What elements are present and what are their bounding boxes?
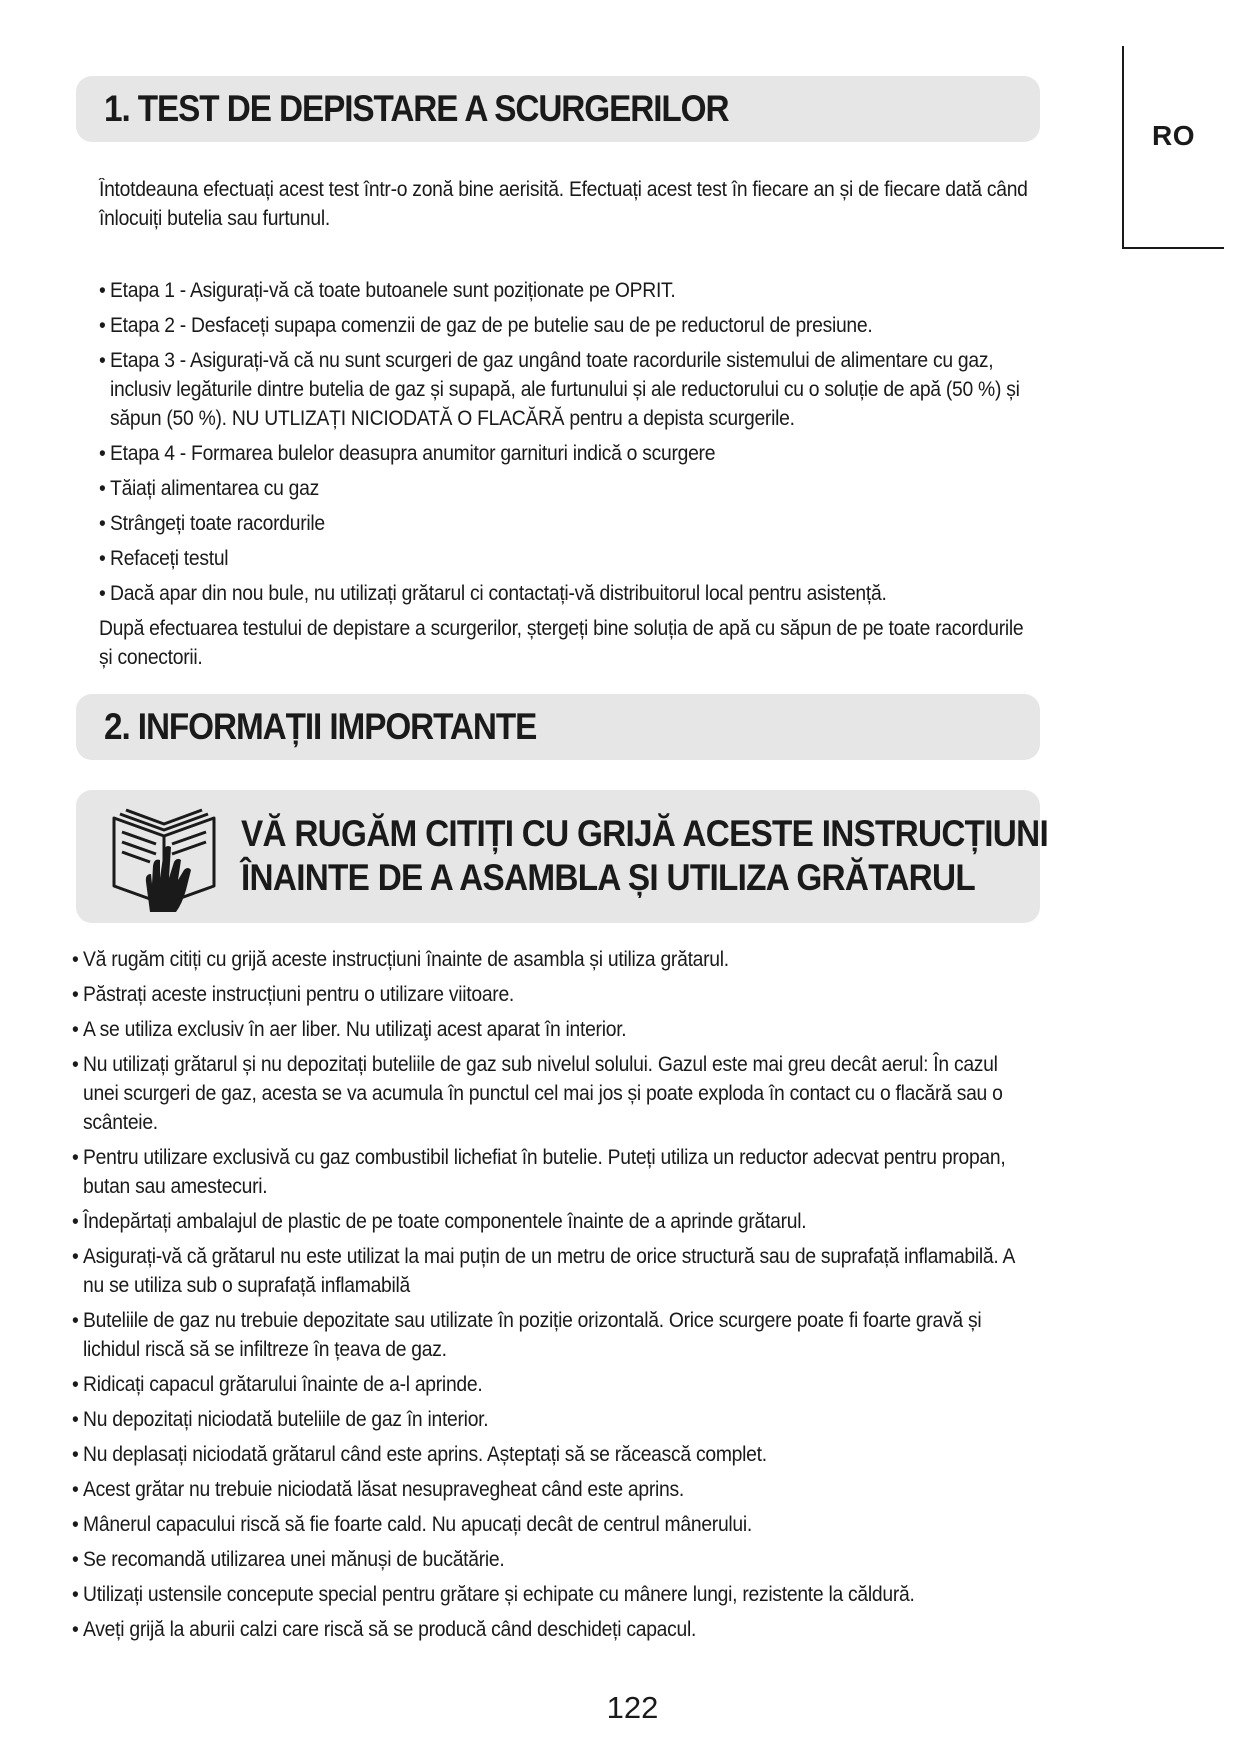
list-item: • Păstrați aceste instrucțiuni pentru o utilizare viitoare. — [72, 980, 1036, 1009]
info-list — [72, 945, 1036, 1644]
section-1-intro: Întotdeauna efectuați acest test într-o zonă bine aerisită. Efectuați acest test în fiecare an și de fiecare dată când înlocuiți butelia sau furtunul. — [99, 178, 1028, 230]
notice-line-1: VĂ RUGĂM CITIȚI CU GRIJĂ ACESTE INSTRUCȚIUNI — [241, 813, 1049, 854]
list-item: • Nu depozitați niciodată buteliile de gaz în interior. — [72, 1405, 1036, 1434]
list-item: • Nu deplasați niciodată grătarul când este aprins. Așteptați să se răcească complet. — [72, 1440, 1036, 1469]
list-item: • Pentru utilizare exclusivă cu gaz combustibil lichefiat în butelie. Puteți utiliza un reductor adecvat pentru propan, butan sau amestecuri. — [72, 1143, 1036, 1201]
list-item: • Asigurați-vă că grătarul nu este utilizat la mai puțin de un metru de orice structură sau de suprafață inflamabilă. A nu se utiliza sub o suprafață inflamabilă — [72, 1242, 1036, 1300]
section-2-header — [76, 694, 1040, 760]
list-item: • Se recomandă utilizarea unei mănuși de bucătărie. — [72, 1545, 1036, 1574]
list-item: • Tăiați alimentarea cu gaz — [99, 474, 1040, 503]
list-item: • Mânerul capacului riscă să fie foarte cald. Nu apucați decât de centrul mânerului. — [72, 1510, 1036, 1539]
read-manual-icon — [106, 800, 222, 914]
list-item: • Nu utilizați grătarul și nu depozitați buteliile de gaz sub nivelul solului. Gazul este mai greu decât aerul: În cazul unei scurgeri de gaz, acesta se va acumula în punctul cel mai jos și poate exploda în contact cu o flacără sau o scânteie. — [72, 1050, 1036, 1137]
notice-title — [241, 812, 1049, 900]
section-1-header — [76, 76, 1040, 142]
read-instructions-notice — [76, 790, 1049, 923]
list-item: • Îndepărtați ambalajul de plastic de pe toate componentele înainte de a aprinde grătarul. — [72, 1207, 1036, 1236]
list-item: • Dacă apar din nou bule, nu utilizați grătarul ci contactați-vă distribuitorul local pentru asistență. — [99, 579, 1040, 608]
list-item: • Ridicați capacul grătarului înainte de a-l aprinde. — [72, 1370, 1036, 1399]
list-item: • Vă rugăm citiți cu grijă aceste instrucțiuni înainte de asambla și utiliza grătarul. — [72, 945, 1036, 974]
section-2-title: 2. INFORMAȚII IMPORTANTE — [104, 706, 537, 747]
list-item: • A se utiliza exclusiv în aer liber. Nu utilizaţi acest aparat în interior. — [72, 1015, 1036, 1044]
list-item: • Etapa 2 - Desfaceți supapa comenzii de gaz de pe butelie sau de pe reductorul de presiune. — [99, 311, 1040, 340]
list-item: • Refaceți testul — [99, 544, 1040, 573]
list-item: • Strângeți toate racordurile — [99, 509, 1040, 538]
language-label: RO — [1152, 120, 1195, 151]
list-item: • Etapa 3 - Asigurați-vă că nu sunt scurgeri de gaz ungând toate racordurile sistemului de alimentare cu gaz, inclusiv legăturile dintre butelia de gaz și supapă, ale furtunului și ale reductorului cu o soluție de apă (50 %) și săpun (50 %). NU UTLIZAȚI NICIODATĂ O FLACĂRĂ pentru a depista scurgerile. — [99, 346, 1040, 433]
steps-list — [99, 276, 1040, 608]
list-item: • Buteliile de gaz nu trebuie depozitate sau utilizate în poziție orizontală. Orice scurgere poate fi foarte gravă și lichidul riscă să se infiltreze în țeava de gaz. — [72, 1306, 1036, 1364]
notice-line-2: ÎNAINTE DE A ASAMBLA ȘI UTILIZA GRĂTARUL — [241, 857, 975, 898]
list-item: • Etapa 1 - Asigurați-vă că toate butoanele sunt poziționate pe OPRIT. — [99, 276, 1040, 305]
page-number: 122 — [606, 1690, 659, 1725]
section-1-title: 1. TEST DE DEPISTARE A SCURGERILOR — [104, 88, 729, 129]
section-2-bullets — [72, 945, 1036, 1650]
list-item: • Acest grătar nu trebuie niciodată lăsat nesupravegheat când este aprins. — [72, 1475, 1036, 1504]
section-1-steps — [99, 276, 1040, 614]
list-item: • Utilizați ustensile concepute special pentru grătare și echipate cu mânere lungi, rezistente la căldură. — [72, 1580, 1036, 1609]
list-item: • Aveți grijă la aburii calzi care riscă să se producă când deschideți capacul. — [72, 1615, 1036, 1644]
section-1-outro: După efectuarea testului de depistare a scurgerilor, ștergeți bine soluția de apă cu săpun de pe toate racordurile și conectorii. — [99, 617, 1024, 669]
list-item: • Etapa 4 - Formarea bulelor deasupra anumitor garnituri indică o scurgere — [99, 439, 1040, 468]
